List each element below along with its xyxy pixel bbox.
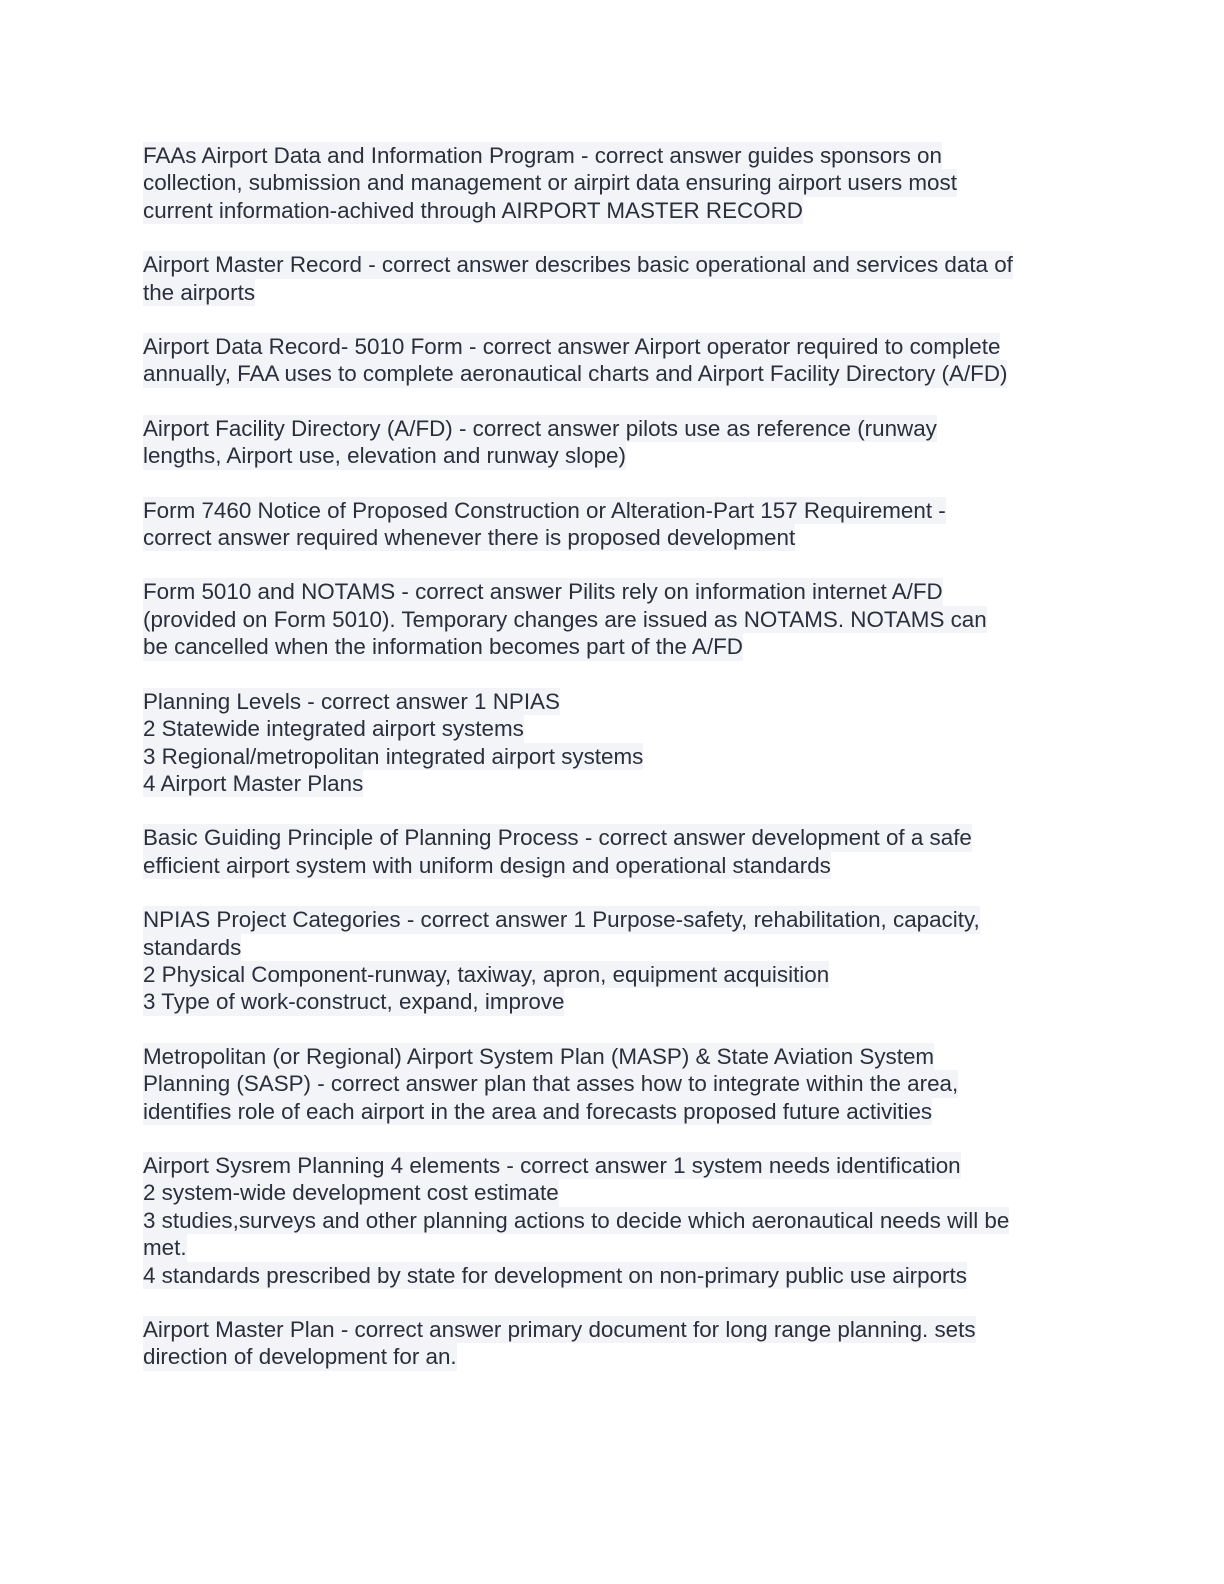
entry-line: the airports	[143, 279, 256, 305]
entry-line: met.	[143, 1235, 187, 1261]
entry-line: Basic Guiding Principle of Planning Process - correct answer development of a safe	[143, 825, 972, 851]
entry-line: 2 Physical Component-runway, taxiway, apron, equipment acquisition	[143, 961, 830, 987]
flashcard-entry	[143, 142, 1083, 224]
entry-line: current information-achived through AIRPORT MASTER RECORD	[143, 197, 803, 223]
flashcard-entry	[143, 333, 1083, 388]
entry-line: Metropolitan (or Regional) Airport System Plan (MASP) & State Aviation System	[143, 1043, 935, 1069]
entry-line: Airport Sysrem Planning 4 elements - correct answer 1 system needs identification	[143, 1152, 961, 1178]
entry-line: (provided on Form 5010). Temporary changes are issued as NOTAMS. NOTAMS can	[143, 606, 987, 632]
entry-line: 3 Type of work-construct, expand, improve	[143, 989, 565, 1015]
entry-line: annually, FAA uses to complete aeronautical charts and Airport Facility Directory (A/FD)	[143, 361, 1008, 387]
entry-line: Airport Master Plan - correct answer primary document for long range planning. sets	[143, 1317, 976, 1342]
entry-line: direction of development for an.	[143, 1344, 457, 1370]
entry-line: Form 5010 and NOTAMS - correct answer Pilits rely on information internet A/FD	[143, 579, 943, 605]
entry-line: Airport Data Record- 5010 Form - correct answer Airport operator required to complete	[143, 334, 1001, 360]
flashcard-entry	[143, 1152, 1083, 1289]
flashcard-entry	[143, 415, 1083, 470]
entry-line: NPIAS Project Categories - correct answer 1 Purpose-safety, rehabilitation, capacity,	[143, 907, 980, 933]
flashcard-entry	[143, 906, 1083, 1016]
entry-line: 3 studies,surveys and other planning actions to decide which aeronautical needs will be	[143, 1207, 1010, 1233]
entry-line: 2 system-wide development cost estimate	[143, 1180, 559, 1206]
entry-line: Form 7460 Notice of Proposed Construction or Alteration-Part 157 Requirement -	[143, 497, 946, 523]
flashcard-entry	[143, 1043, 1083, 1125]
entry-line: collection, submission and management or airpirt data ensuring airport users most	[143, 170, 957, 196]
entry-line: lengths, Airport use, elevation and runway slope)	[143, 443, 626, 469]
document-page	[143, 142, 1083, 1398]
flashcard-entry	[143, 688, 1083, 798]
entry-line: FAAs Airport Data and Information Program - correct answer guides sponsors on	[143, 143, 942, 168]
entry-line: 4 standards prescribed by state for development on non-primary public use airports	[143, 1262, 967, 1288]
entry-line: identifies role of each airport in the area and forecasts proposed future activities	[143, 1098, 933, 1124]
entry-line: 2 Statewide integrated airport systems	[143, 716, 524, 742]
entry-line: standards	[143, 934, 242, 960]
entry-line: Airport Master Record - correct answer describes basic operational and services data of	[143, 252, 1013, 278]
entry-line: correct answer required whenever there is proposed development	[143, 525, 796, 551]
flashcard-entry	[143, 1316, 1083, 1371]
flashcard-entry	[143, 824, 1083, 879]
flashcard-entry	[143, 497, 1083, 552]
entry-line: Planning Levels - correct answer 1 NPIAS	[143, 688, 560, 714]
flashcard-entry	[143, 251, 1083, 306]
flashcard-entry	[143, 578, 1083, 660]
entry-line: 3 Regional/metropolitan integrated airport systems	[143, 743, 644, 769]
entry-line: efficient airport system with uniform design and operational standards	[143, 852, 831, 878]
entry-line: Airport Facility Directory (A/FD) - correct answer pilots use as reference (runway	[143, 415, 937, 441]
entry-line: 4 Airport Master Plans	[143, 770, 364, 796]
entry-line: Planning (SASP) - correct answer plan that asses how to integrate within the area,	[143, 1071, 959, 1097]
entry-line: be cancelled when the information becomes part of the A/FD	[143, 634, 743, 660]
